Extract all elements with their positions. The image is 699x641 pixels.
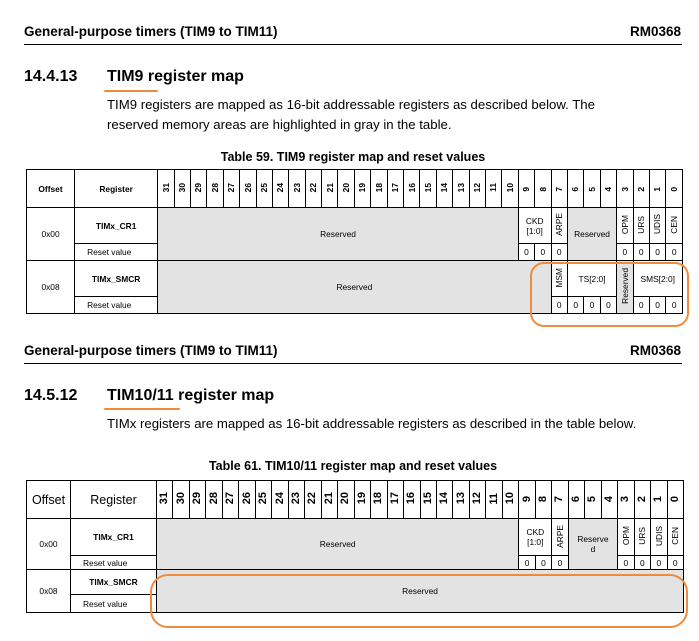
reset-value: 0: [634, 556, 650, 570]
reset-value: 0: [666, 297, 683, 314]
bit-header: 13: [453, 170, 469, 208]
reset-value: 0: [518, 244, 534, 261]
reserved-field: Reserved: [567, 208, 616, 261]
reset-value: 0: [567, 297, 583, 314]
bit-header: 29: [190, 170, 206, 208]
field-udis: UDIS: [651, 519, 667, 556]
page-header-docref: RM0368: [629, 343, 681, 358]
field-ckd: CKD [1:0]: [519, 519, 552, 556]
reset-label: Reset value: [71, 595, 157, 613]
bit-header: 27: [223, 170, 239, 208]
reset-value: 0: [666, 244, 683, 261]
table-caption: Table 61. TIM10/11 register map and reset values: [208, 459, 498, 473]
bit-header: 11: [486, 170, 502, 208]
reset-value: 0: [551, 297, 567, 314]
reserved-field: Reserved: [157, 519, 519, 570]
reset-value: 0: [600, 297, 616, 314]
reset-value: 0: [535, 556, 551, 570]
bit-header: 11: [486, 481, 502, 519]
bit-header: 25: [255, 481, 271, 519]
field-ts: TS[2:0]: [567, 261, 616, 297]
bit-header: 20: [338, 170, 354, 208]
bit-header: 10: [502, 481, 518, 519]
bit-header: 19: [354, 481, 370, 519]
bit-header: 3: [618, 481, 634, 519]
field-opm: OPM: [618, 519, 634, 556]
reset-label: Reset value: [75, 244, 158, 261]
offset-cell: 0x00: [27, 519, 71, 570]
section-number: 14.5.12: [24, 387, 78, 404]
reset-value: 0: [667, 556, 683, 570]
bit-header: 9: [518, 170, 534, 208]
bit-header: 30: [174, 170, 190, 208]
field-cen: CEN: [666, 208, 683, 244]
bit-header: 17: [387, 170, 403, 208]
bit-header: 6: [568, 481, 584, 519]
bit-header: 7: [551, 170, 567, 208]
column-header-register: Register: [75, 170, 158, 208]
bit-header: 16: [404, 170, 420, 208]
field-cen: CEN: [667, 519, 683, 556]
table-caption: Table 59. TIM9 register map and reset values: [220, 150, 486, 164]
table-header-row: [27, 170, 683, 208]
offset-cell: 0x08: [27, 261, 75, 314]
bit-header: 22: [305, 170, 321, 208]
bit-header: 19: [354, 170, 370, 208]
reserved-field: Reserve d: [568, 519, 617, 570]
reset-value: 0: [618, 556, 634, 570]
offset-cell: 0x08: [27, 570, 71, 613]
field-opm: OPM: [617, 208, 633, 244]
bit-header: 27: [222, 481, 238, 519]
column-header-offset: Offset: [27, 481, 71, 519]
section-paragraph-line1: TIMx registers are mapped as 16-bit addressable registers as described in the table below.: [107, 416, 637, 431]
bit-header: 1: [649, 170, 665, 208]
reserved-field: Reserved: [158, 261, 551, 314]
bit-header: 2: [634, 481, 650, 519]
bit-header: 18: [371, 170, 387, 208]
bit-header: 31: [157, 481, 173, 519]
reset-value: 0: [519, 556, 535, 570]
bit-header: 30: [173, 481, 189, 519]
bit-header: 14: [436, 481, 452, 519]
field-arpe: ARPE: [551, 208, 567, 244]
table-header-row: [27, 481, 684, 519]
page-header-docref: RM0368: [629, 24, 681, 39]
register-name: TIMx_CR1: [71, 519, 157, 556]
bit-header: 0: [666, 170, 683, 208]
field-urs: URS: [633, 208, 649, 244]
reserved-field: Reserved: [157, 570, 684, 613]
bit-header: 28: [206, 481, 222, 519]
bit-header: 23: [288, 481, 304, 519]
bit-header: 10: [502, 170, 518, 208]
bit-header: 16: [404, 481, 420, 519]
bit-header: 9: [519, 481, 535, 519]
bit-header: 14: [436, 170, 452, 208]
highlight-underline: [104, 408, 180, 410]
section-paragraph-line2: reserved memory areas are highlighted in gray in the table.: [107, 117, 452, 132]
field-sms: SMS[2:0]: [633, 261, 682, 297]
register-name: TIMx_SMCR: [75, 261, 158, 297]
bit-header: 5: [585, 481, 601, 519]
header-rule: [24, 44, 682, 45]
bit-header: 4: [601, 481, 617, 519]
highlight-underline: [104, 90, 158, 92]
bit-header: 22: [305, 481, 321, 519]
bit-header: 3: [617, 170, 633, 208]
bit-header: 24: [272, 481, 288, 519]
header-rule: [24, 363, 682, 364]
column-header-register: Register: [71, 481, 157, 519]
reset-value: 0: [649, 297, 665, 314]
reset-value: 0: [551, 244, 567, 261]
reserved-bit: Reserved: [617, 261, 633, 314]
bit-header: 7: [552, 481, 568, 519]
bit-header: 5: [584, 170, 600, 208]
bit-header: 24: [272, 170, 288, 208]
register-name: TIMx_SMCR: [71, 570, 157, 595]
bit-header: 12: [469, 481, 485, 519]
section-number: 14.4.13: [24, 68, 78, 85]
field-urs: URS: [634, 519, 650, 556]
reset-value: 0: [633, 297, 649, 314]
reserved-field: Reserved: [158, 208, 519, 261]
field-arpe: ARPE: [552, 519, 568, 556]
reset-label: Reset value: [71, 556, 157, 570]
bit-header: 25: [256, 170, 272, 208]
table-row: [27, 208, 683, 244]
bit-header: 6: [567, 170, 583, 208]
bit-header: 21: [321, 481, 337, 519]
reset-label: Reset value: [75, 297, 158, 314]
bit-header: 31: [158, 170, 174, 208]
bit-header: 26: [239, 481, 255, 519]
reset-value: 0: [535, 244, 551, 261]
table-row: [27, 519, 684, 556]
section-paragraph-line1: TIM9 registers are mapped as 16-bit addressable registers as described below. The: [107, 97, 595, 112]
page-header-title: General-purpose timers (TIM9 to TIM11): [24, 343, 278, 358]
bit-header: 13: [453, 481, 469, 519]
highlight-oval: [530, 262, 689, 327]
bit-header: 18: [371, 481, 387, 519]
section-title: TIM9 register map: [107, 68, 244, 85]
field-msm: MSM: [551, 261, 567, 297]
bit-header: 1: [651, 481, 667, 519]
register-name: TIMx_CR1: [75, 208, 158, 244]
bit-header: 26: [240, 170, 256, 208]
offset-cell: 0x00: [27, 208, 75, 261]
reset-value: 0: [649, 244, 665, 261]
reset-value: 0: [552, 556, 568, 570]
reset-value: 0: [617, 244, 633, 261]
field-ckd: CKD [1:0]: [518, 208, 551, 244]
bit-header: 20: [338, 481, 354, 519]
bit-header: 17: [387, 481, 403, 519]
bit-header: 12: [469, 170, 485, 208]
bit-header: 29: [189, 481, 205, 519]
bit-header: 8: [535, 170, 551, 208]
reset-value: 0: [651, 556, 667, 570]
bit-header: 23: [289, 170, 305, 208]
bit-header: 2: [633, 170, 649, 208]
field-udis: UDIS: [649, 208, 665, 244]
bit-header: 8: [535, 481, 551, 519]
bit-header: 21: [322, 170, 338, 208]
bit-header: 15: [420, 170, 436, 208]
column-header-offset: Offset: [27, 170, 75, 208]
bit-header: 15: [420, 481, 436, 519]
bit-header: 0: [667, 481, 683, 519]
reset-value: 0: [584, 297, 600, 314]
highlight-oval: [150, 574, 688, 628]
bit-header: 28: [207, 170, 223, 208]
bit-header: 4: [600, 170, 616, 208]
section-title: TIM10/11 register map: [107, 387, 275, 404]
page-header-title: General-purpose timers (TIM9 to TIM11): [24, 24, 278, 39]
reset-value: 0: [633, 244, 649, 261]
